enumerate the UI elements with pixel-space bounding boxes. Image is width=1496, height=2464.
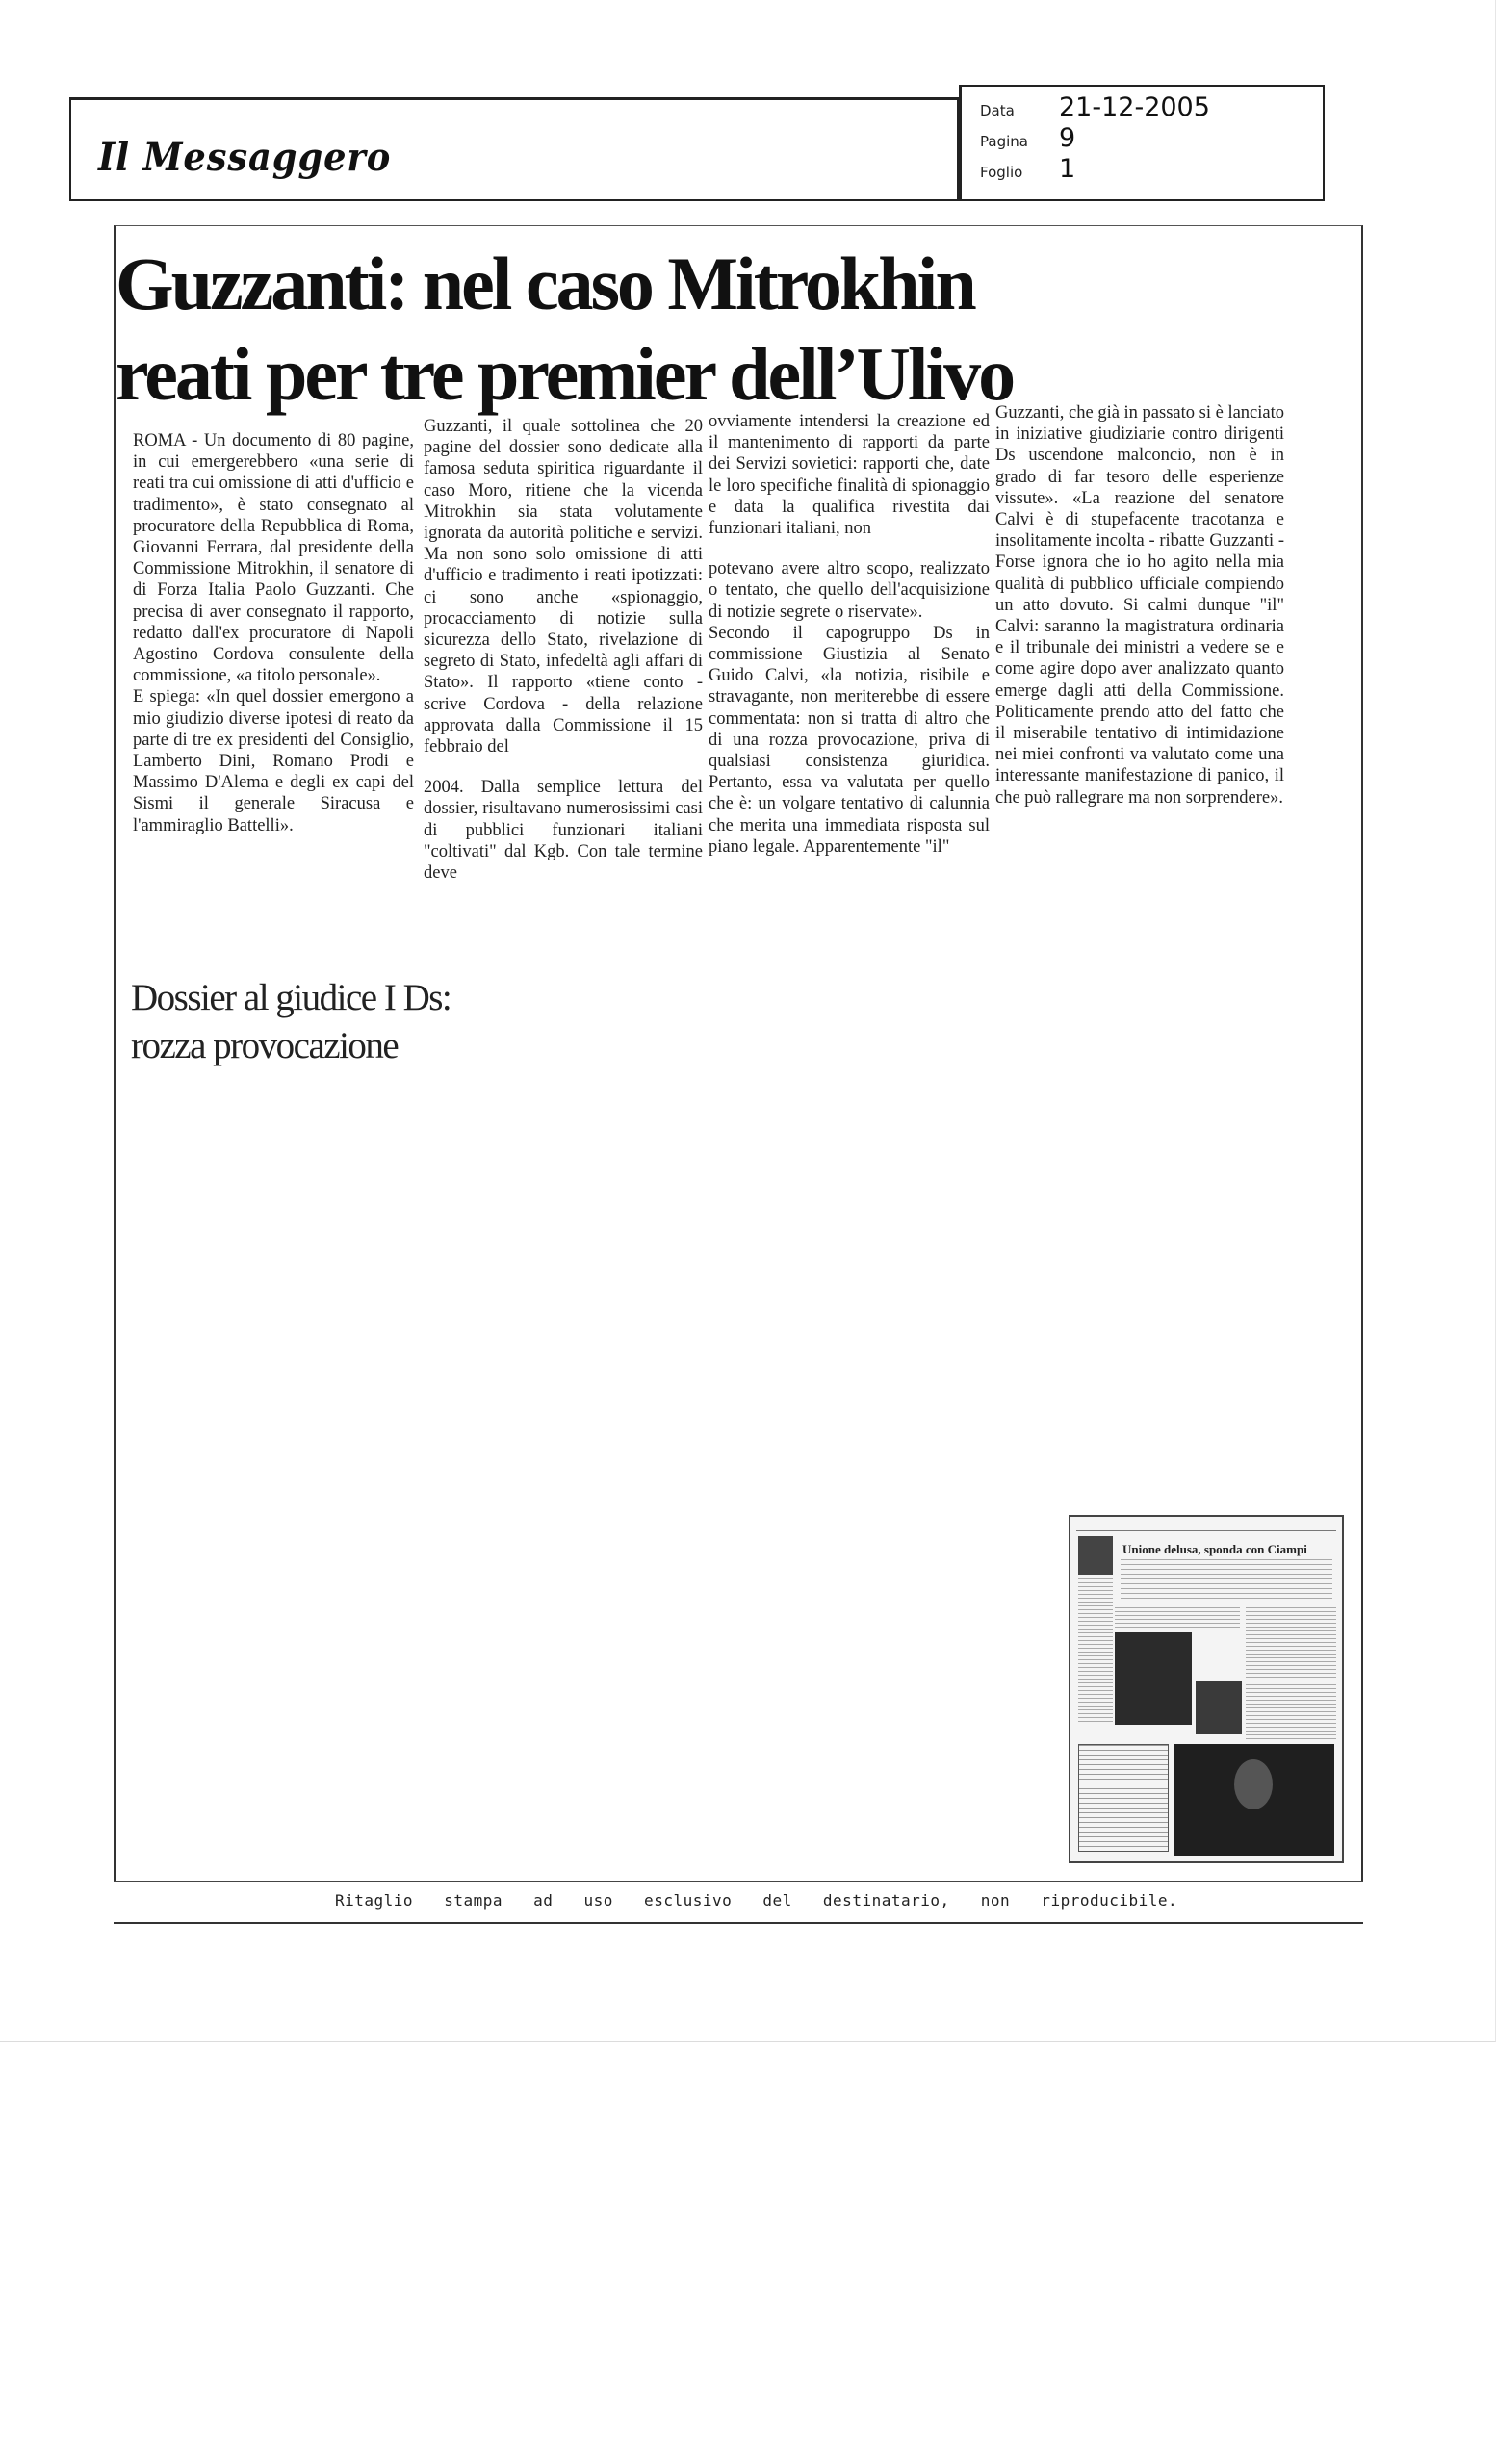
- footer-bottom-rule: [114, 1922, 1363, 1924]
- meta-sheet-value: 1: [1059, 154, 1076, 184]
- thumbnail-text-column: [1115, 1607, 1240, 1629]
- footer-top-rule: [114, 1881, 1363, 1882]
- article-paragraph: ovviamente intendersi la creazione ed il mantenimento di rapporti da parte dei Servizi sovietici: rapporti che, date le loro specifiche finalità di spionaggio e data la qualifica rivestita dai funzionari italiani, non: [709, 412, 990, 539]
- article-headline: Guzzanti: nel caso Mitrokhin reati per tre premier dell’Ulivo: [116, 242, 1014, 416]
- meta-date-row: [980, 92, 1210, 121]
- meta-sheet-label: Foglio: [980, 164, 1023, 181]
- newspaper-masthead: Il Messaggero: [98, 135, 392, 180]
- article-column-4: [995, 402, 1284, 808]
- thumbnail-photo: [1115, 1632, 1192, 1725]
- meta-page-row: [980, 123, 1075, 152]
- article-paragraph: Guzzanti, il quale sottolinea che 20 pagine del dossier sono dedicate alla famosa seduta spiritica riguardante il caso Moro, ritiene che la vicenda Mitrokhin sia stata volutamente ignorata da autorità politiche e servizi. Ma non sono solo omissione di atti d'ufficio e tradimento i reati ipotizzati: ci sono anche «spionaggio, procacciamento di notizie sulla sicurezza dello Stato, rivelazione di segreto di Stato, infedeltà agli affari di Stato». Il rapporto «tiene conto - scrive Cordova - della relazione approvata dalla Commissione il 15 febbraio del: [424, 417, 703, 757]
- thumbnail-clipped-article: [1078, 1744, 1169, 1852]
- article-paragraph: 2004. Dalla semplice lettura del dossier, risultavano numerosissimi casi di pubblici funzionari italiani "coltivati" dal Kgb. Con tale termine deve: [424, 778, 703, 884]
- thumbnail-text-column: [1246, 1607, 1336, 1742]
- article-paragraph: Guzzanti, che già in passato si è lanciato in iniziative giudiziarie contro dirigenti Ds uscendone malconcio, non è in grado di far tesoro delle esperienze vissute». «La reazione del senatore Calvi è di stupefacente tracotanza e insolitamente incolta - ribatte Guzzanti - Forse ignora che io ho agito nella mia qualità di pubblico ufficiale compiendo un atto dovuto. Si calmi dunque "il" Calvi: saranno la magistratura ordinaria e il tribunale dei ministri a vedere se e come agire dopo aver analizzato quanto emerge dagli atti della Commissione. Politicamente prendo atto del fatto che il miserabile tentativo di intimidazione nei miei confronti va valutato come una interessante manifestazione di panico, il che può rallegrare ma non sorprendere».: [995, 403, 1285, 808]
- footer-disclaimer: Ritaglio stampa ad uso esclusivo del destinatario, non riproducibile.: [335, 1891, 1178, 1910]
- thumbnail-text-column: [1078, 1578, 1113, 1723]
- article-paragraph: ROMA - Un documento di 80 pagine, in cui emergerebbero «una serie di reati tra cui omissione di atti d'ufficio e tradimento», è stato consegnato al procuratore della Repubblica di Roma, Giovanni Ferrara, dal presidente della Commissione Mitrokhin, il senatore di di Forza Italia Paolo Guzzanti. Che precisa di aver consegnato il rapporto, redatto dall'ex procuratore di Napoli Agostino Cordova consulente della commissione, «a titolo personale».: [133, 431, 414, 686]
- thumbnail-header-rule: [1076, 1523, 1336, 1531]
- article-paragraph: E spiega: «In quel dossier emergono a mio giudizio diverse ipotesi di reato da parte di tre ex presidenti del Consiglio, Lamberto Dini, Romano Prodi e Massimo D'Alema e degli ex capi del Sismi il generale Siracusa e l'ammiraglio Battelli».: [133, 687, 414, 835]
- article-column-3: [709, 411, 990, 858]
- meta-sheet-row: [980, 154, 1075, 183]
- article-subhead: Dossier al giudice I Ds: rozza provocazione: [131, 977, 451, 1066]
- article-column-1: [133, 430, 414, 836]
- thumbnail-logo-block: [1078, 1536, 1113, 1575]
- thumbnail-photo: [1196, 1681, 1242, 1734]
- meta-date-label: Data: [980, 102, 1015, 119]
- thumbnail-photo: [1174, 1744, 1334, 1856]
- article-column-2: [424, 416, 703, 884]
- front-page-thumbnail: [1069, 1515, 1344, 1863]
- thumbnail-text-block: [1121, 1559, 1332, 1602]
- meta-page-value: 9: [1059, 123, 1076, 153]
- thumbnail-title: Unione delusa, sponda con Ciampi: [1122, 1542, 1307, 1556]
- article-paragraph: Secondo il capogruppo Ds in commissione Giustizia al Senato Guido Calvi, «la notizia, risibile e stravagante, non meriterebbe di essere commentata: non si tratta di altro che di una rozza provocazione, priva di qualsiasi consistenza giuridica. Pertanto, essa va valutata per quello che è: un volgare tentativo di calunnia che merita una immediata risposta sul piano legale. Apparentemente "il": [709, 623, 990, 857]
- meta-date-value: 21-12-2005: [1059, 92, 1210, 122]
- article-paragraph: potevano avere altro scopo, realizzato o tentato, che quello dell'acquisizione di notizie segrete o riservate».: [709, 559, 990, 622]
- meta-page-label: Pagina: [980, 133, 1028, 150]
